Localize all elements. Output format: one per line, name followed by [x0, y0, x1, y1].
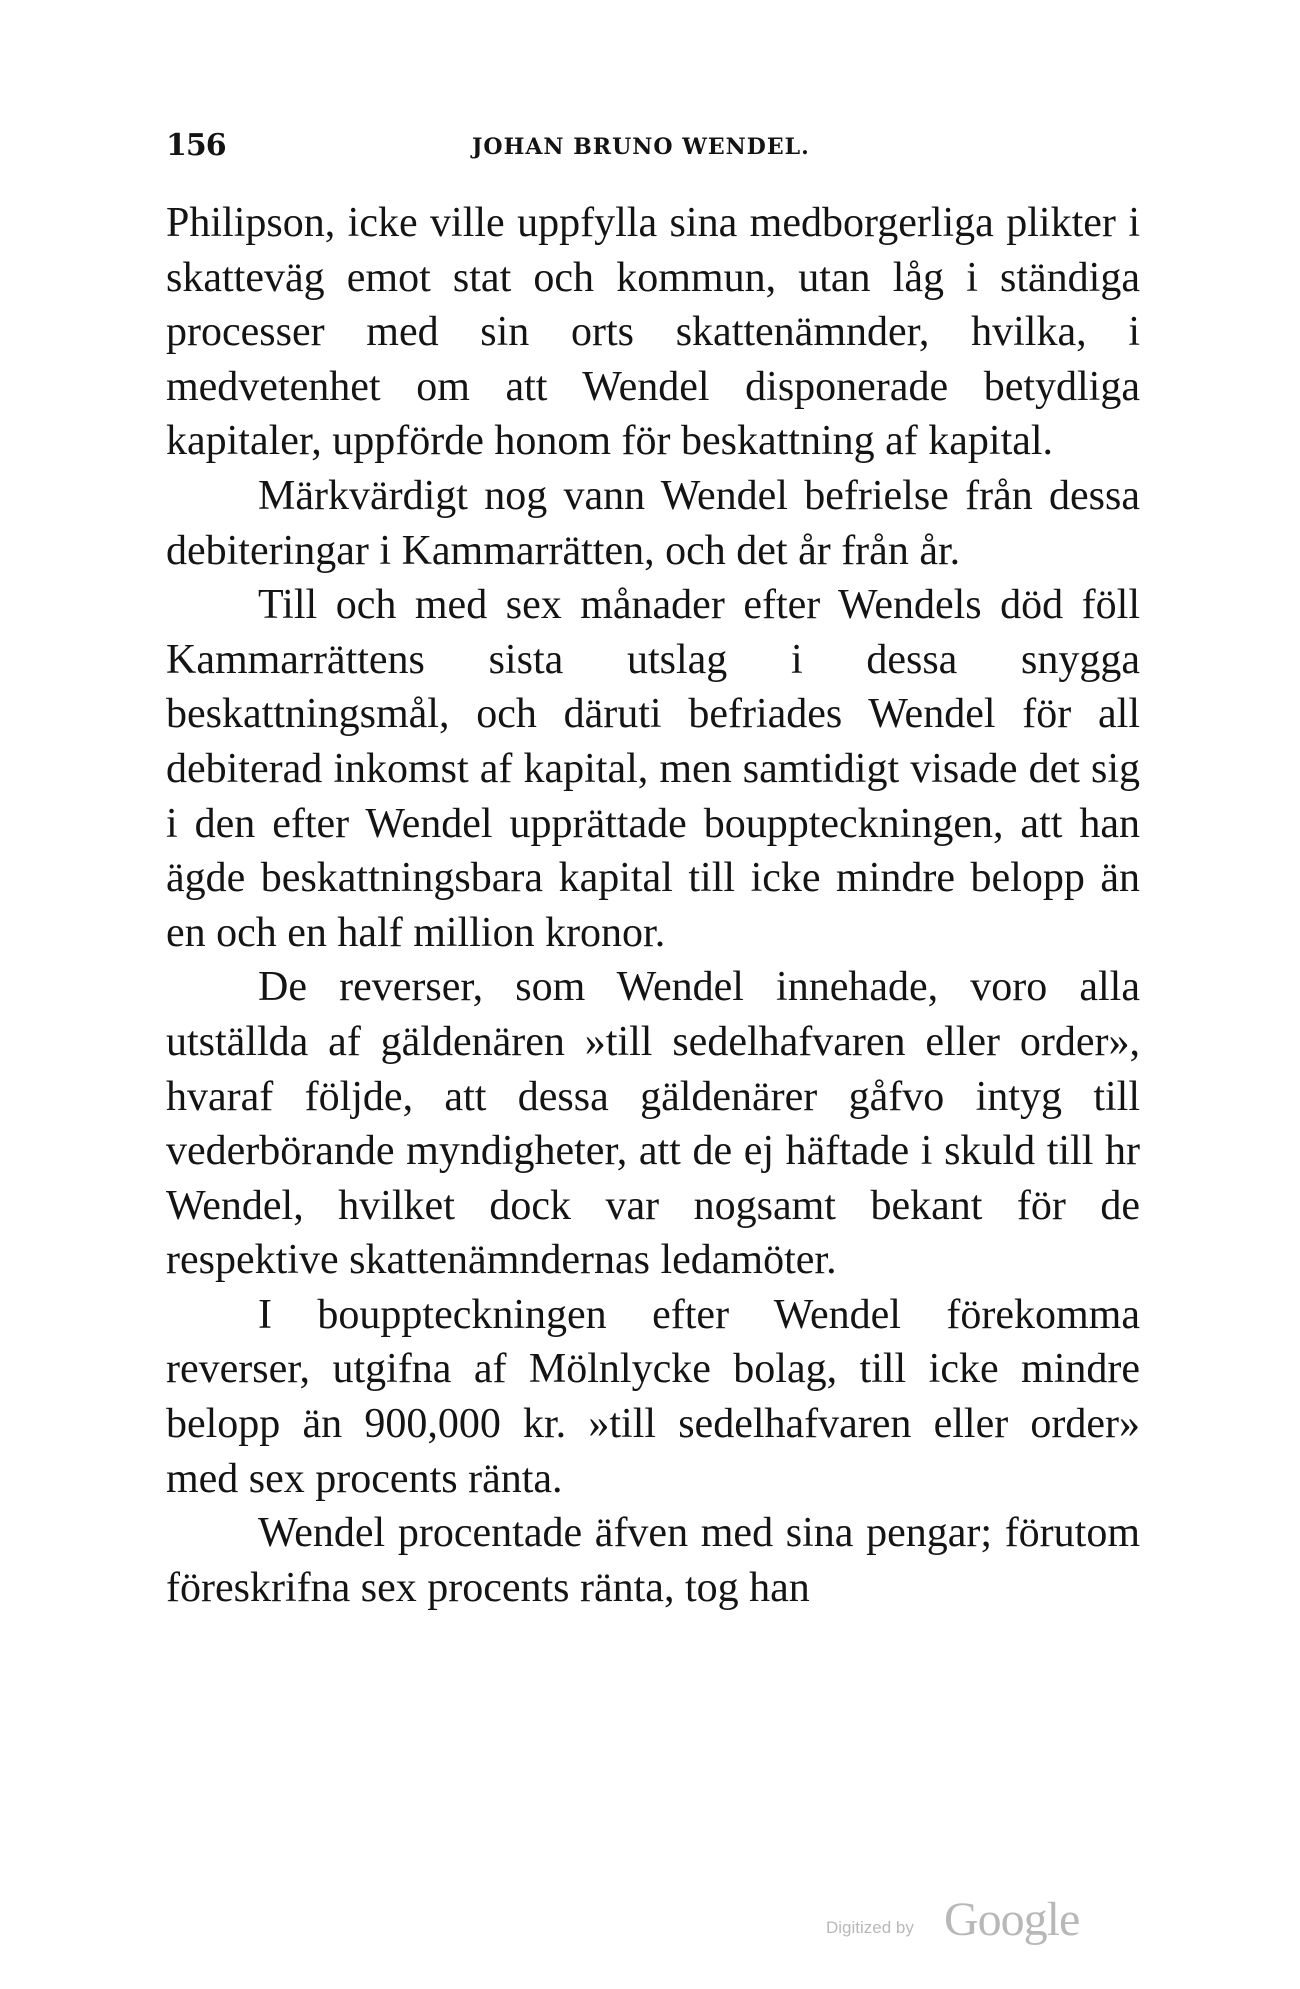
running-head: JOHAN BRUNO WENDEL.: [472, 134, 810, 160]
paragraph: Till och med sex månader efter Wendels död föll Kammarrättens sista utslag i dessa snygga beskattningsmål, och däruti befriades Wendel för all debiterad inkomst af kapital, men samtidigt visade det sig i den efter Wendel upprättade bouppteckningen, att han ägde beskattningsbara kapital till icke mindre belopp än en och en half million kronor.: [166, 582, 1140, 956]
paragraph: I bouppteckningen efter Wendel förekomma reverser, utgifna af Mölnlycke bolag, till icke mindre belopp än 900,000 kr. »till sedelhafvaren eller order» med sex procents ränta.: [166, 1291, 1140, 1502]
watermark-digitized-text: Digitized by: [826, 1918, 914, 1937]
page-number: 156: [166, 128, 226, 163]
paragraph: Märkvärdigt nog vann Wendel befrielse från dessa debiteringar i Kammarrätten, och det år från år.: [166, 472, 1140, 574]
paragraph: Philipson, icke ville uppfylla sina medborgerliga plikter i skatteväg emot stat och kommun, utan låg i ständiga processer med sin orts skattenämnder, hvilka, i medvetenhet om att Wendel disponerade betydliga kapitaler, uppförde honom för beskattning af kapital.: [166, 200, 1140, 465]
page-header: [166, 128, 1140, 168]
paragraph: De reverser, som Wendel innehade, voro alla utställda af gäldenären »till sedelhafvaren eller order», hvaraf följde, att dessa gäldenärer gåfvo intyg till vederbörande myndigheter, att de ej häftade i skuld till hr Wendel, hvilket dock var nogsamt bekant för de respektive skattenämndernas ledamöter.: [166, 964, 1140, 1284]
digitized-by-google-watermark: [826, 1892, 1086, 1952]
body-text: [166, 196, 1140, 1615]
paragraph: Wendel procentade äfven med sina pengar; förutom föreskrifna sex procents ränta, tog han: [166, 1510, 1140, 1611]
watermark-google-logo: Google: [944, 1893, 1080, 1946]
